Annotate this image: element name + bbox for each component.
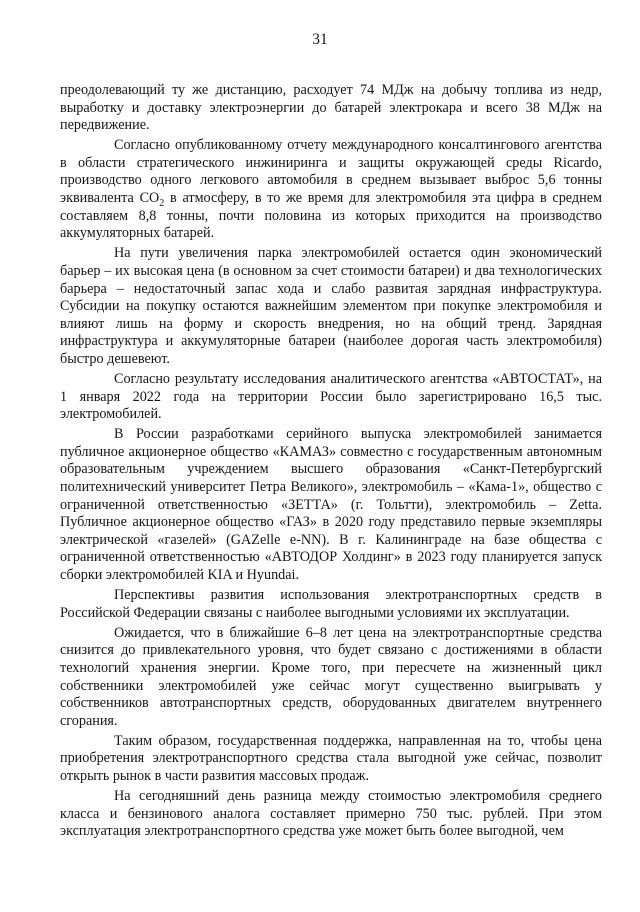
paragraph-3: На пути увеличения парка электромобилей остается один экономический барьер – их высокая цена (в основном за счет стоимости батареи) и два технологических барьера – недостаточный запас хода и слабо развитая зарядная инфраструктура. Субсидии на покупку остаются важнейшим элементом при покупке электромобиля и влияют лишь на форму и скорость внедрения, но на общий тренд. Зарядная инфраструктура и аккумуляторные батареи (наиболее дорогая часть электромобиля) быстро дешевеют. [60, 245, 602, 367]
paragraph-2-text-after: в атмосферу, в то же время для электромобиля эта цифра в среднем составляем 8,8 тонны, почти половина из которых приходится на производство аккумуляторных батарей. [60, 190, 603, 242]
paragraph-8: Таким образом, государственная поддержка, направленная на то, чтобы цена приобретения электротранспортного средства стала выгодной уже сейчас, позволит открыть рынок в части развития массовых продаж. [60, 732, 602, 785]
paragraph-5: В России разработками серийного выпуска электромобилей занимается публичное акционерное общество «КАМАЗ» совместно с государственным автономным образовательным учреждением высшего образования «Санкт-Петербургский политехнический университет Петра Великого», электромобиль – «Кама-1», общество с ограниченной ответственностью «ЗЕТТА» (г. Тольтти), электромобиль – Zetta. Публичное акционерное общество «ГАЗ» в 2020 году представило первые экземпляры электрической «газелей» (GAZelle e-NN). В г. Калининграде на базе общества с ограниченной ответственностью «АВТОДОР Холдинг» в 2023 году планируется запуск сборки электромобилей KIA и Hyundai. [60, 426, 602, 584]
paragraph-2 [60, 137, 602, 243]
page-number: 31 [312, 31, 328, 48]
co2-subscript: 2 [159, 197, 165, 209]
paragraph-2-text-before: Согласно опубликованному отчету международного консалтингового агентства в области стратегического инжиниринга и защиты окружающей среды Ricardo, производство одного легкового автомобиля в среднем вызывает выброс 5,6 тонны эквивалента CO [60, 137, 602, 207]
paragraph-9: На сегодняшний день разница между стоимостью электромобиля среднего класса и бензинового аналога составляет примерно 750 тыс. рублей. При этом эксплуатация электротранспортного средства уже может быть более выгодной, чем [60, 788, 602, 840]
document-body [60, 82, 602, 841]
paragraph-7: Ожидается, что в ближайшие 6–8 лет цена на электротранспортные средства снизится до привлекательного уровня, что будет связано с достижениями в области технологий хранения энергии. Кроме того, при пересчете на жизненный цикл собственники электромобилей уже сейчас могут существенно выигрывать у собственников автотранспортных средств, оборудованных двигателем внутреннего сгорания. [60, 624, 602, 729]
paragraph-6: Перспективы развития использования электротранспортных средств в Российской Федерации связаны с наиболее выгодными условиями их эксплуатации. [60, 587, 602, 621]
paragraph-4: Согласно результату исследования аналитического агентства «АВТОСТАТ», на 1 января 2022 года на территории России было зарегистрировано 16,5 тыс. электромобилей. [60, 371, 602, 423]
paragraph-1: преодолевающий ту же дистанцию, расходует 74 МДж на добычу топлива из недр, выработку и доставку электроэнергии до батарей электрокара и всего 38 МДж на передвижение. [60, 82, 602, 134]
